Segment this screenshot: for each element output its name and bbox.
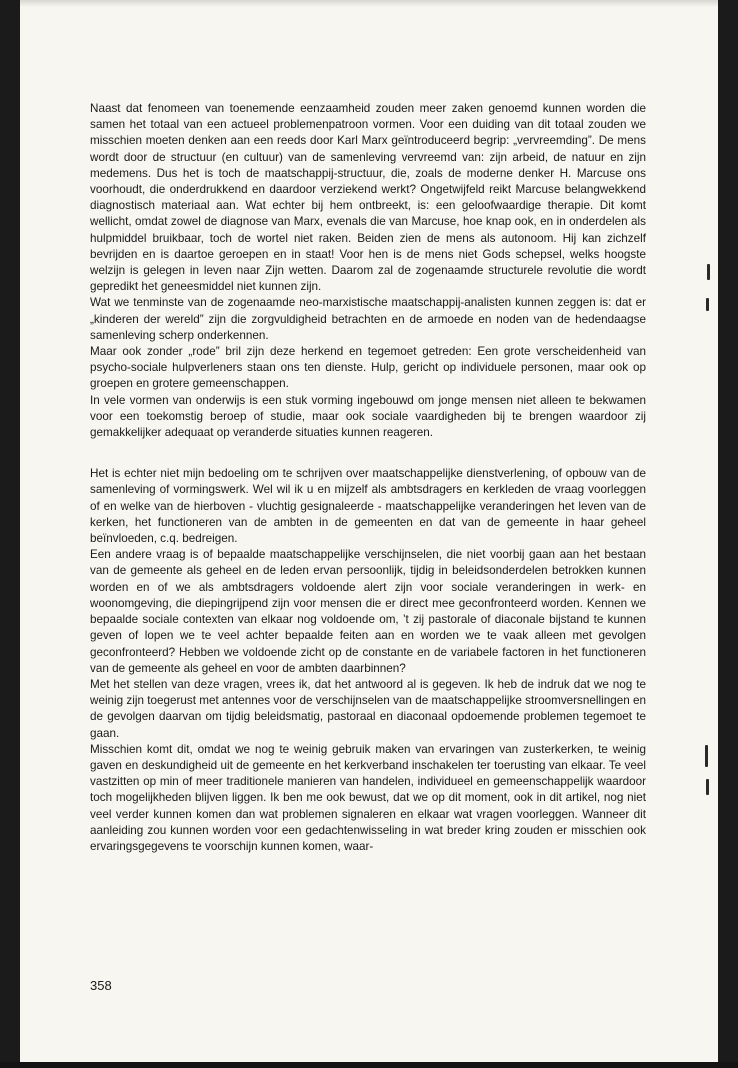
document-page	[20, 0, 718, 1062]
article-body	[90, 101, 646, 855]
paragraph: Met het stellen van deze vragen, vrees ik, dat het antwoord al is gegeven. Ik heb de indruk dat we nog te weinig zijn toegerust met antennes voor de verschijnselen van de maatschappelijke stroomversnellingen en de gevolgen daarvan om tijdig beleidsmatig, pastoraal en diaconaal opdoemende problemen tegemoet te gaan.	[90, 677, 646, 740]
margin-mark	[705, 745, 708, 767]
margin-mark	[706, 298, 709, 311]
paragraph: Naast dat fenomeen van toenemende eenzaamheid zouden meer zaken genoemd kunnen worden die samen het totaal van een actueel problemenpatroon vormen. Voor een duiding van dit totaal zouden we misschien moeten denken aan een reeds door Karl Marx geïntroduceerd begrip: „vervreemding”. De mens wordt door de structuur (en cultuur) van de samenleving vervreemd van: zijn arbeid, de natuur en zijn medemens. Dus het is toch de maatschappij-structuur, die, zoals de moderne denker H. Marcuse ons voorhoudt, die onderdrukkend en daardoor verziekend werkt? Ongetwijfeld reikt Marcuse belangwekkend diagnostisch materiaal aan. Wat echter bij hem ontbreekt, is: een geloofwaardige therapie. Dit komt wellicht, omdat zowel de diagnose van Marx, evenals die van Marcuse, hoe knap ook, en in onderdelen als hulpmiddel bruikbaar, toch de wortel niet raken. Beiden zien de mens als autonoom. Hij kan zichzelf bevrijden en is daartoe geroepen en in staat! Voor hen is de mens niet Gods schepsel, welks hoogste welzijn is gelegen in leven naar Zijn wetten. Daarom zal de zogenaamde structurele revolutie die wordt gepredikt het geneesmiddel niet kunnen zijn.	[90, 102, 646, 294]
margin-mark	[707, 264, 710, 280]
paragraph: Misschien komt dit, omdat we nog te weinig gebruik maken van ervaringen van zusterkerken, te weinig gaven en deskundigheid uit de gemeente en het kerkverband inschakelen ter toerusting van elkaar. Te veel vastzitten op min of meer traditionele manieren van handelen, individueel en gemeenschappelijk waardoor toch mogelijkheden blijven liggen. Ik ben me ook bewust, dat we op dit moment, ook in dit artikel, nog niet veel verder kunnen komen dan wat problemen signaleren en elkaar wat vragen voorleggen. Wanneer dit aanleiding zou kunnen worden voor een gedachtenwisseling in wat breder kring zouden er misschien ook ervaringsgegevens te voorschijn kunnen komen, waar-	[90, 742, 646, 853]
paragraph: Maar ook zonder „rode” bril zijn deze herkend en tegemoet getreden: Een grote verscheidenheid van psycho-sociale hulpverleners staan ons ten dienste. Hulp, gericht op individuele personen, maar ook op groepen en grotere gemeenschappen.	[90, 345, 646, 391]
paragraph: In vele vormen van onderwijs is een stuk vorming ingebouwd om jonge mensen niet alleen te bekwamen voor een toekomstig beroep of studie, maar ook sociale vaardigheden bij te brengen waardoor zij gemakkelijker adequaat op veranderde situaties kunnen reageren.	[90, 393, 646, 440]
paragraph: Wat we tenminste van de zogenaamde neo-marxistische maatschappij-analisten kunnen zeggen is: dat er „kinderen der wereld” zijn die zorgvuldigheid betrachten en de armoede en noden van de hedendaagse samenleving scherp onderkennen.	[90, 296, 646, 342]
page-top-edge	[20, 0, 718, 7]
margin-mark	[706, 779, 709, 795]
paragraph: Het is echter niet mijn bedoeling om te schrijven over maatschappelijke dienstverlening, of opbouw van de samenleving of vormingswerk. Wel wil ik u en mijzelf als ambtsdragers en kerkleden de vraag voorleggen of en welke van de hierboven - vluchtig gesignaleerde - maatschappelijke veranderingen het leven van de kerken, het functioneren van de ambten in de gemeenten en dat van de gemeente in haar geheel beïnvloeden, c.q. bedreigen.	[90, 467, 646, 546]
paragraph: Een andere vraag is of bepaalde maatschappelijke verschijnselen, die niet voorbij gaan aan het bestaan van de gemeente als geheel en de leden ervan persoonlijk, tijdig in beleidsonderdelen betrokken kunnen worden en of we als ambtsdragers voldoende alert zijn voor sociale veranderingen in werk- en woonomgeving, die diepingrijpend zijn voor mensen die er direct mee geconfronteerd worden. Kennen we bepaalde sociale contexten van elkaar nog voldoende om, ’t zij pastorale of diaconale bijstand te kunnen geven of lopen we te veel achter bepaalde feiten aan en worden we te vaak alleen met gevolgen geconfronteerd? Hebben we voldoende zicht op de constante en de variabele factoren in het functioneren van de gemeente als geheel en voor de ambten daarbinnen?	[90, 548, 646, 675]
scan-bottom-edge	[0, 1062, 738, 1068]
page-number: 358	[90, 978, 112, 993]
